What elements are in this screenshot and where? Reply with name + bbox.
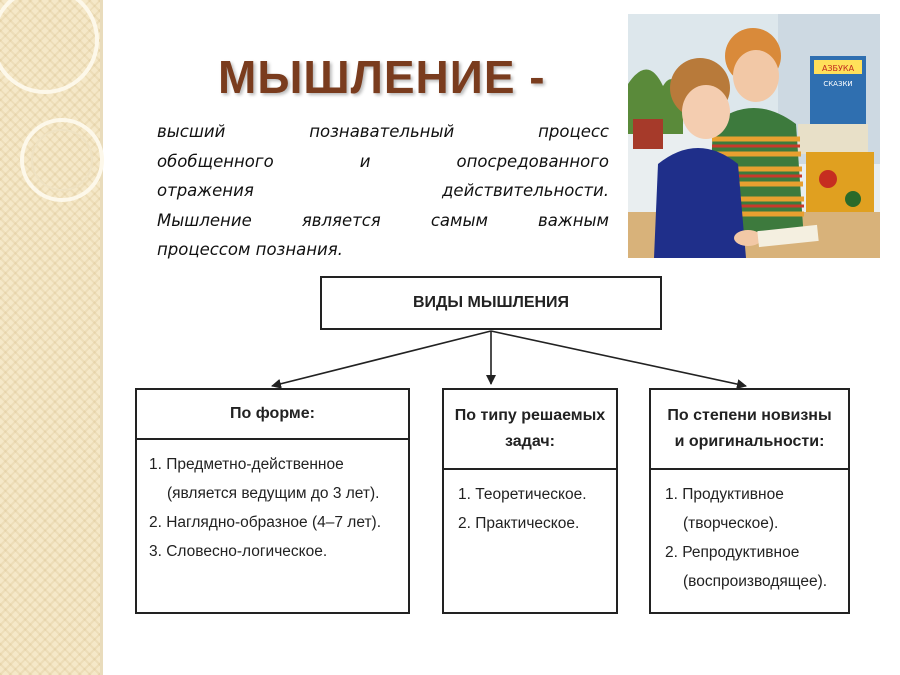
category-box-novelty xyxy=(649,388,850,614)
category-box-task-type xyxy=(442,388,618,614)
category-list xyxy=(651,470,848,596)
list-item: 2. Репродуктивное xyxy=(665,544,800,561)
category-header-text: По типу решаемых xyxy=(454,407,606,424)
list-item: 1. Предметно-действенное xyxy=(149,456,344,473)
category-box-form xyxy=(135,388,410,614)
list-item: (творческое). xyxy=(683,515,779,532)
category-header-text: задач: xyxy=(505,433,555,450)
arrow-to-form xyxy=(272,331,491,386)
list-item: (является ведущим до 3 лет). xyxy=(167,485,380,502)
list-item: 3. Словесно-логическое. xyxy=(149,543,328,560)
definition-line: обобщенного и опосредованного xyxy=(157,151,609,171)
category-header-text: По форме: xyxy=(230,405,315,422)
definition-line: Мышление является самым важным xyxy=(157,210,609,230)
list-item: 2. Практическое. xyxy=(458,515,580,532)
definition-line: процессом познания. xyxy=(157,240,343,259)
list-item: 1. Продуктивное xyxy=(665,486,784,503)
slide-title: МЫШЛЕНИЕ - xyxy=(218,51,546,103)
list-item: 1. Теоретическое. xyxy=(458,486,587,503)
category-header xyxy=(137,390,408,440)
category-list xyxy=(444,470,616,538)
root-node: ВИДЫ МЫШЛЕНИЯ xyxy=(320,276,662,330)
category-header-text: По степени новизны xyxy=(667,407,832,424)
book-title-1: АЗБУКА xyxy=(821,64,855,73)
category-list xyxy=(137,440,408,566)
list-item: (воспроизводящее). xyxy=(683,573,828,590)
book-title-2: СКАЗКИ xyxy=(823,80,853,88)
arrow-to-novelty xyxy=(491,331,746,386)
definition-line: высший познавательный процесс xyxy=(157,122,609,141)
definition-line: отражения действительности. xyxy=(157,181,609,200)
category-header-text: и оригинальности: xyxy=(674,433,825,450)
category-header xyxy=(444,390,616,470)
list-item: 2. Наглядно-образное (4–7 лет). xyxy=(149,514,382,531)
category-header xyxy=(651,390,848,470)
